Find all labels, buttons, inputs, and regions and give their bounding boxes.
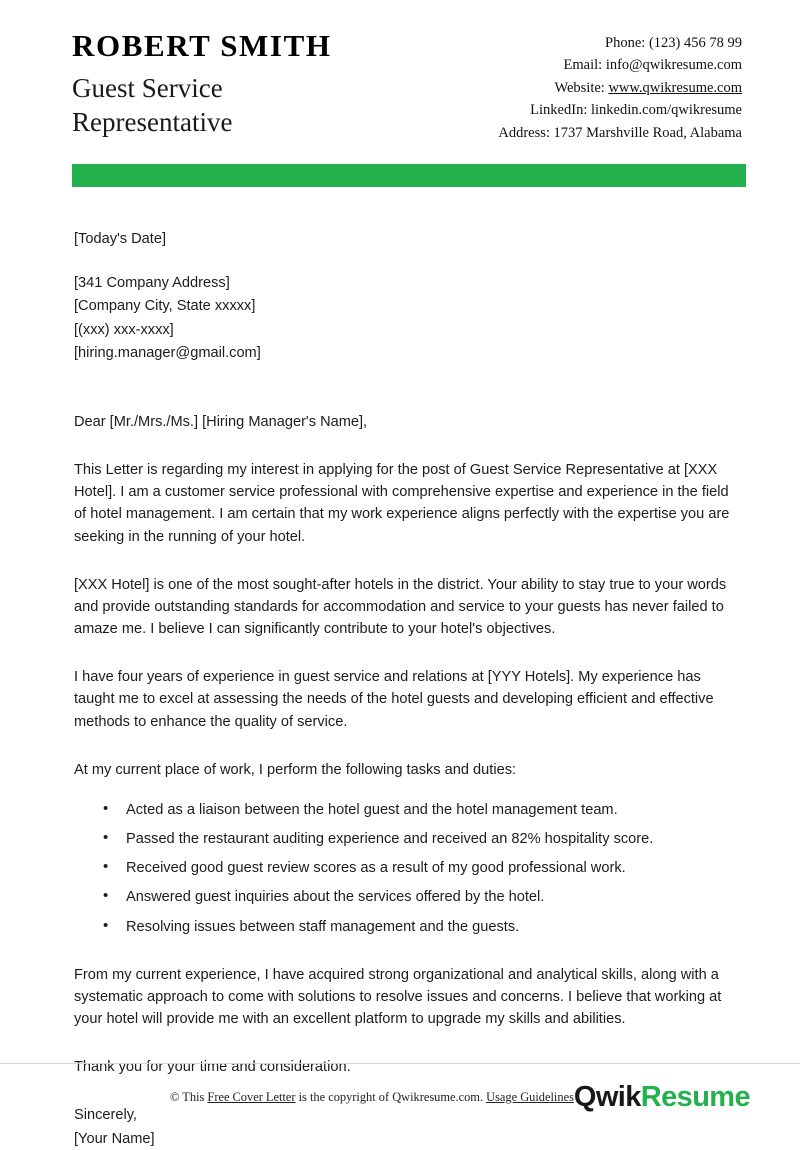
- recipient-line: [(xxx) xxx-xxxx]: [74, 321, 174, 338]
- letter-header: [0, 0, 800, 144]
- list-item: • Acted as a liaison between the hotel guest and the hotel management team.: [126, 799, 734, 821]
- contact-email: [498, 54, 742, 76]
- list-item: • Answered guest inquiries about the services offered by the hotel.: [126, 886, 734, 908]
- contact-email-value: info@qwikresume.com: [605, 57, 742, 74]
- list-item: • Resolving issues between staff management and the guests.: [126, 916, 734, 938]
- contact-email-label: Email:: [563, 57, 606, 74]
- contact-linkedin: [498, 99, 742, 121]
- list-item: • Received good guest review scores as a result of my good professional work.: [126, 857, 734, 879]
- letter-sign-off: Sincerely,: [74, 1107, 137, 1124]
- letter-signature-name: [Your Name]: [74, 1130, 155, 1147]
- duties-list: [74, 799, 734, 938]
- contact-phone-label: Phone:: [605, 35, 649, 51]
- contact-linkedin-value: linkedin.com/qwikresume: [590, 102, 742, 119]
- footer-copyright: [170, 1090, 574, 1105]
- letter-paragraph: I have four years of experience in guest service and relations at [YYY Hotels]. My experience has taught me to excel at assessing the needs of the hotel guests and developing efficient and effective methods to enhance the quality of service.: [74, 669, 714, 730]
- contact-block: [498, 26, 742, 144]
- applicant-job-title: Guest Service Representative: [72, 72, 233, 137]
- logo-text-resume: Resume: [640, 1081, 751, 1113]
- letter-salutation: Dear [Mr./Mrs./Ms.] [Hiring Manager's Name],: [74, 413, 368, 430]
- letter-closing-paragraph: From my current experience, I have acquired strong organizational and analytical skills, along with a systematic approach to come with solutions to resolve issues and concerns. I believe that working at your hotel will provide me with an excellent platform to upgrade my skills and abilities.: [74, 966, 722, 1028]
- page-footer: [0, 1063, 800, 1131]
- accent-divider-bar: [72, 164, 746, 187]
- letter-paragraph: [XXX Hotel] is one of the most sought-after hotels in the district. Your ability to stay true to your words and provide outstanding standards for accommodation and service to your guests has never failed to amaze me. I believe I can significantly contribute to your hotel's objectives.: [74, 576, 727, 638]
- recipient-line: [Company City, State xxxxx]: [74, 298, 256, 315]
- letter-thanks: Thank you for your time and consideration.: [74, 1059, 351, 1076]
- letter-body: [74, 228, 734, 1150]
- contact-website: [498, 77, 742, 99]
- letter-paragraph: At my current place of work, I perform the following tasks and duties:: [74, 761, 517, 778]
- contact-address-value: 1737 Marshville Road, Alabama: [553, 124, 742, 141]
- footer-copyright-middle: is the copyright of Qwikresume.com.: [295, 1090, 487, 1104]
- letter-date: [Today's Date]: [74, 231, 167, 247]
- qwikresume-logo[interactable]: [574, 1081, 750, 1114]
- contact-linkedin-label: LinkedIn:: [530, 102, 591, 119]
- recipient-line: [hiring.manager@gmail.com]: [74, 344, 261, 361]
- usage-guidelines-link[interactable]: Usage Guidelines: [486, 1090, 574, 1104]
- contact-address-label: Address:: [498, 124, 554, 141]
- recipient-address: [74, 272, 734, 364]
- contact-website-link[interactable]: www.qwikresume.com: [608, 79, 742, 96]
- contact-phone: [498, 32, 742, 54]
- list-item: • Passed the restaurant auditing experience and received an 82% hospitality score.: [126, 828, 734, 850]
- logo-text-qwik: Qwik: [573, 1081, 641, 1113]
- applicant-name: ROBERT SMITH: [72, 28, 332, 63]
- free-cover-letter-link[interactable]: Free Cover Letter: [207, 1090, 296, 1104]
- footer-copyright-prefix: © This: [170, 1090, 208, 1104]
- contact-address: [498, 122, 742, 144]
- contact-website-label: Website:: [554, 79, 609, 96]
- header-identity: [72, 26, 372, 139]
- recipient-line: [341 Company Address]: [74, 275, 230, 292]
- letter-paragraph: This Letter is regarding my interest in applying for the post of Guest Service Representative at [XXX Hotel]. I am a customer service professional with comprehensive expertise and experience in the field of hotel management. I am certain that my work experience aligns perfectly with the expertise you are seeking in the running of your hotel.: [74, 462, 730, 545]
- contact-phone-value: (123) 456 78 99: [648, 35, 742, 51]
